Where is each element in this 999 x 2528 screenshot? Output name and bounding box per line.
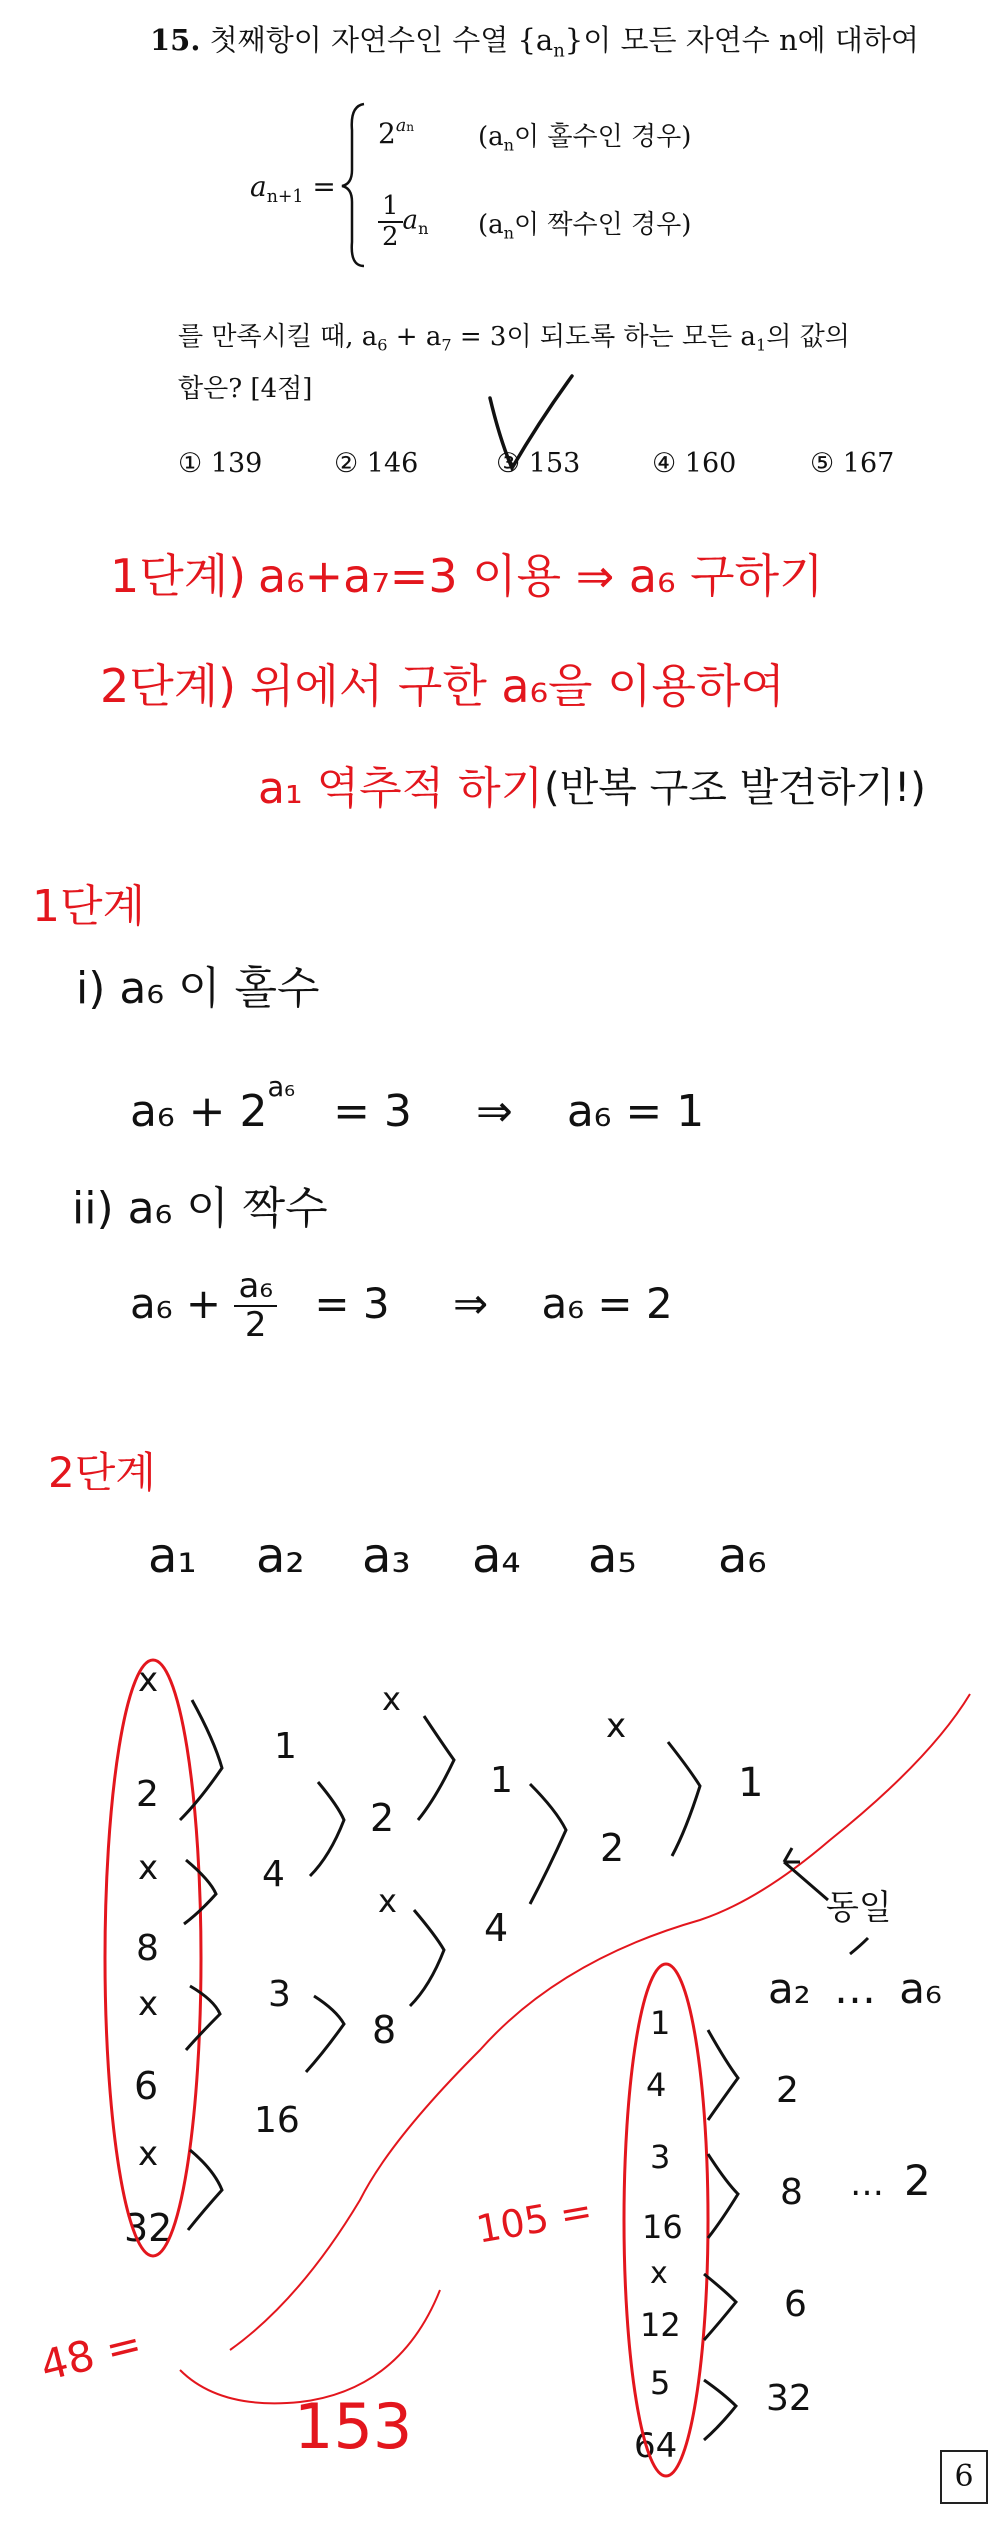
choice-3[interactable]: ③ 153 bbox=[496, 448, 581, 479]
a2-val-2: 3 bbox=[268, 1974, 291, 2015]
intro-sub: n bbox=[553, 40, 565, 62]
a1-val-0: x bbox=[138, 1660, 159, 1700]
case2-eq-rhs: = 3 bbox=[314, 1278, 390, 1328]
a2-val-1: 4 bbox=[262, 1854, 285, 1895]
right-last: 2 bbox=[904, 2156, 931, 2205]
right-bracket-4 bbox=[704, 2380, 736, 2440]
right-val-5: 12 bbox=[640, 2306, 681, 2344]
header-a3: a₃ bbox=[362, 1528, 411, 1584]
plan-step2-text2: a₁ 역추적 하기 bbox=[258, 763, 544, 814]
intro-text: 첫째항이 자연수인 수열 {a bbox=[209, 23, 554, 57]
right-col2-3: 32 bbox=[766, 2378, 812, 2419]
a1-val-2: x bbox=[138, 1848, 159, 1888]
lhs-var: a bbox=[250, 170, 267, 203]
intro-rest: }이 모든 자연수 n에 대하여 bbox=[564, 23, 919, 57]
choice-1[interactable]: ① 139 bbox=[178, 448, 263, 479]
plan-step1-label: 1단계) bbox=[110, 549, 247, 603]
right-val-2: 3 bbox=[650, 2138, 671, 2176]
a3-val-3: 8 bbox=[372, 2008, 397, 2052]
case2-eq-lhs: a₆ + bbox=[130, 1278, 222, 1328]
a4-val-1: 4 bbox=[484, 1906, 509, 1950]
right-col2-1: 8 bbox=[780, 2172, 803, 2213]
check-mark bbox=[490, 376, 572, 468]
sum-left: 48 = bbox=[35, 2318, 147, 2391]
a4-val-0: 1 bbox=[490, 1760, 513, 1801]
choice-5[interactable]: ⑤ 167 bbox=[810, 448, 895, 479]
problem-number: 15. bbox=[150, 23, 201, 57]
right-val-7: 64 bbox=[634, 2426, 678, 2466]
stem-sub7: 7 bbox=[441, 335, 452, 355]
a1-val-3: 8 bbox=[136, 1928, 159, 1969]
case2-var: a bbox=[402, 205, 419, 236]
case2-eq-num: a₆ bbox=[234, 1268, 276, 1307]
right-bracket-1 bbox=[708, 2030, 738, 2120]
case1-base: 2 bbox=[378, 117, 396, 151]
right-val-3: 16 bbox=[642, 2208, 683, 2246]
case1-eq-exp: a₆ bbox=[267, 1072, 296, 1103]
case2-result: a₆ = 2 bbox=[541, 1278, 673, 1328]
case1-cond-a: (a bbox=[478, 122, 504, 152]
stem-a: 를 만족시킬 때, a bbox=[178, 322, 378, 352]
case1-exp: a bbox=[395, 116, 407, 136]
case2-eq-den: 2 bbox=[244, 1305, 267, 1346]
stem-tail: 의 값의 bbox=[766, 322, 850, 352]
bracket-a1a2-1 bbox=[180, 1700, 222, 1820]
total-answer: 153 bbox=[294, 2390, 413, 2463]
right-col2-0: 2 bbox=[776, 2070, 799, 2111]
header-a1: a₁ bbox=[148, 1528, 197, 1584]
a2-val-3: 16 bbox=[254, 2100, 300, 2141]
recurrence-lhs: $a_{n+1}$ = bbox=[250, 170, 336, 208]
stem-plus: + a bbox=[387, 322, 442, 352]
a2-val-0: 1 bbox=[274, 1726, 297, 1767]
step2-heading: 2단계 bbox=[48, 1448, 156, 1497]
bracket-a3a4-2 bbox=[410, 1910, 444, 2006]
plan-step2-text1: 위에서 구한 a₆을 이용하여 bbox=[250, 659, 785, 713]
bracket-a5a6 bbox=[668, 1742, 700, 1856]
case1-eq-rhs: = 3 bbox=[333, 1086, 412, 1137]
case1-eq-lhs: a₆ + 2 bbox=[130, 1086, 268, 1137]
case1-arrow: ⇒ bbox=[475, 1086, 513, 1137]
plan-step1-text: a₆+a₇=3 이용 ⇒ a₆ 구하기 bbox=[258, 549, 824, 603]
case2-den: 2 bbox=[382, 221, 399, 252]
same-pointer bbox=[850, 1938, 868, 1954]
same-label: 동일 bbox=[826, 1888, 892, 1928]
a6-val-0: 1 bbox=[738, 1760, 764, 1806]
a1-val-6: x bbox=[138, 2134, 159, 2174]
right-col2-2: 6 bbox=[784, 2284, 807, 2325]
right-header-dots: … bbox=[833, 1964, 876, 2013]
plan-step2-label: 2단계) bbox=[100, 659, 237, 713]
right-dots: … bbox=[850, 2164, 884, 2204]
a1-val-5: 6 bbox=[134, 2064, 159, 2108]
right-val-6: 5 bbox=[650, 2364, 671, 2402]
case2-cond-a: (a bbox=[478, 210, 504, 240]
same-arrow bbox=[784, 1848, 828, 1900]
bracket-a1a2-3 bbox=[186, 1986, 220, 2050]
a5-val-0: x bbox=[606, 1706, 627, 1746]
a5-val-1: 2 bbox=[600, 1826, 625, 1870]
page-number: 6 bbox=[940, 2450, 988, 2504]
bracket-a1a2-4 bbox=[188, 2150, 222, 2230]
case1-cond-rest: 이 홀수인 경우) bbox=[514, 122, 692, 152]
case1-cond-sub: n bbox=[503, 135, 515, 155]
header-a5: a₅ bbox=[588, 1528, 637, 1584]
case1-exp-sub: n bbox=[406, 120, 415, 134]
choice-4[interactable]: ④ 160 bbox=[652, 448, 737, 479]
right-val-0: 1 bbox=[650, 2004, 671, 2042]
a1-val-7: 32 bbox=[124, 2206, 173, 2250]
right-header-a: a₂ bbox=[768, 1964, 811, 2013]
a3-val-2: x bbox=[378, 1882, 397, 1920]
case2-cond-sub: n bbox=[503, 223, 515, 243]
case2-var-sub: n bbox=[418, 219, 429, 239]
header-a6: a₆ bbox=[718, 1528, 767, 1584]
case2-arrow: ⇒ bbox=[452, 1278, 489, 1328]
a3-val-0: x bbox=[382, 1680, 401, 1718]
problem-stem-line2: 합은? [4점] bbox=[178, 374, 313, 404]
right-val-1: 4 bbox=[646, 2066, 667, 2104]
case2-cond-rest: 이 짝수인 경우) bbox=[514, 210, 692, 240]
right-val-4: x bbox=[650, 2256, 668, 2291]
stem-sub1: 1 bbox=[755, 335, 767, 355]
bracket-a2a3-2 bbox=[306, 1996, 344, 2072]
stem-sub6: 6 bbox=[377, 335, 388, 355]
bracket-a2a3-1 bbox=[310, 1782, 344, 1876]
right-bracket-3 bbox=[704, 2274, 736, 2340]
red-bottom-curve bbox=[180, 2290, 440, 2403]
bracket-a4a5 bbox=[530, 1784, 566, 1904]
choice-2[interactable]: ② 146 bbox=[334, 448, 419, 479]
a3-val-1: 2 bbox=[370, 1796, 395, 1840]
header-a4: a₄ bbox=[472, 1528, 521, 1584]
right-bracket-2 bbox=[708, 2154, 738, 2238]
right-header-b: a₆ bbox=[899, 1964, 942, 2013]
a1-val-4: x bbox=[138, 1984, 159, 2024]
lhs-sub: n+1 bbox=[266, 187, 304, 208]
stem-eq: = 3이 되도록 하는 모든 a bbox=[451, 322, 756, 352]
step1-case2-label: ii) a₆ 이 짝수 bbox=[72, 1183, 328, 1234]
sum-right: 105 = bbox=[473, 2188, 596, 2252]
case1-result: a₆ = 1 bbox=[566, 1086, 705, 1137]
a1-val-1: 2 bbox=[136, 1774, 159, 1815]
right-ellipse bbox=[624, 1964, 708, 2476]
step1-case1-label: i) a₆ 이 홀수 bbox=[76, 963, 320, 1014]
bracket-a3a4-1 bbox=[418, 1716, 454, 1820]
a1-ellipse bbox=[105, 1660, 201, 2256]
plan-step2-note: (반복 구조 발견하기!) bbox=[544, 765, 926, 811]
case2-num: 1 bbox=[378, 192, 403, 223]
header-a2: a₂ bbox=[256, 1528, 305, 1584]
step1-heading: 1단계 bbox=[32, 881, 146, 932]
